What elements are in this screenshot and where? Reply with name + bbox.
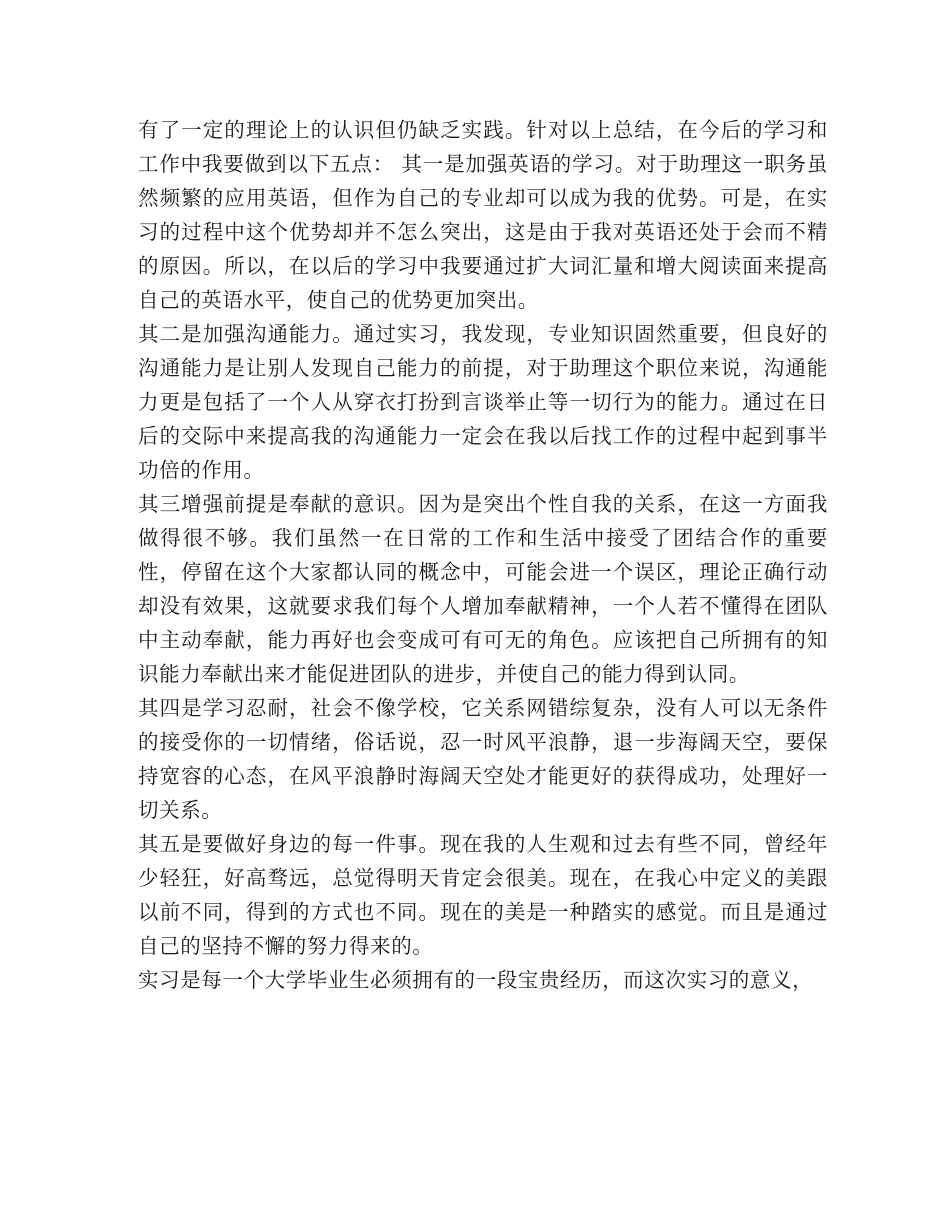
paragraph-patience: 其四是学习忍耐，社会不像学校，它关系网错综复杂，没有人可以无条件的接受你的一切情绪，俗话说，忍一时风平浪静，退一步海阔天空，要保持宽容的心态，在风平浪静时海阔天空处才能更好的获得成功，处理好一切关系。: [138, 696, 828, 822]
paragraph-dedication: 其三增强前提是奉献的意识。因为是突出个性自我的关系，在这一方面我做得很不够。我们虽然一在日常的工作和生活中接受了团结合作的重要性，停留在这个大家都认同的概念中，可能会进一个误区，理论正确行动却没有效果，这就要求我们每个人增加奉献精神，一个人若不懂得在团队中主动奉献，能力再好也会变成可有可无的角色。应该把自己所拥有的知识能力奉献出来才能促进团队的进步，并使自己的能力得到认同。: [138, 492, 828, 686]
paragraph-internship-meaning: 实习是每一个大学毕业生必须拥有的一段宝贵经历，而这次实习的意义，: [138, 968, 814, 992]
paragraph-everyday-things: 其五是要做好身边的每一件事。现在我的人生观和过去有些不同，曾经年少轻狂，好高骛远，总觉得明天肯定会很美。现在，在我心中定义的美跟以前不同，得到的方式也不同。现在的美是一种踏实的感觉。而且是通过自己的坚持不懈的努力得来的。: [138, 832, 828, 958]
paragraph-five-points-intro: 有了一定的理论上的认识但仍缺乏实践。针对以上总结，在今后的学习和工作中我要做到以下五点： 其一是加强英语的学习。对于助理这一职务虽然频繁的应用英语，但作为自己的专业却可以成为我的优势。可是，在实习的过程中这个优势却并不怎么突出，这是由于我对英语还处于会而不精的原因。所以，在以后的学习中我要通过扩大词汇量和增大阅读面来提高自己的英语水平，使自己的优势更加突出。: [138, 118, 828, 312]
paragraph-communication: 其二是加强沟通能力。通过实习，我发现，专业知识固然重要，但良好的沟通能力是让别人发现自己能力的前提，对于助理这个职位来说，沟通能力更是包括了一个人从穿衣打扮到言谈举止等一切行为的能力。通过在日后的交际中来提高我的沟通能力一定会在我以后找工作的过程中起到事半功倍的作用。: [138, 322, 828, 482]
document-body: [138, 113, 828, 997]
